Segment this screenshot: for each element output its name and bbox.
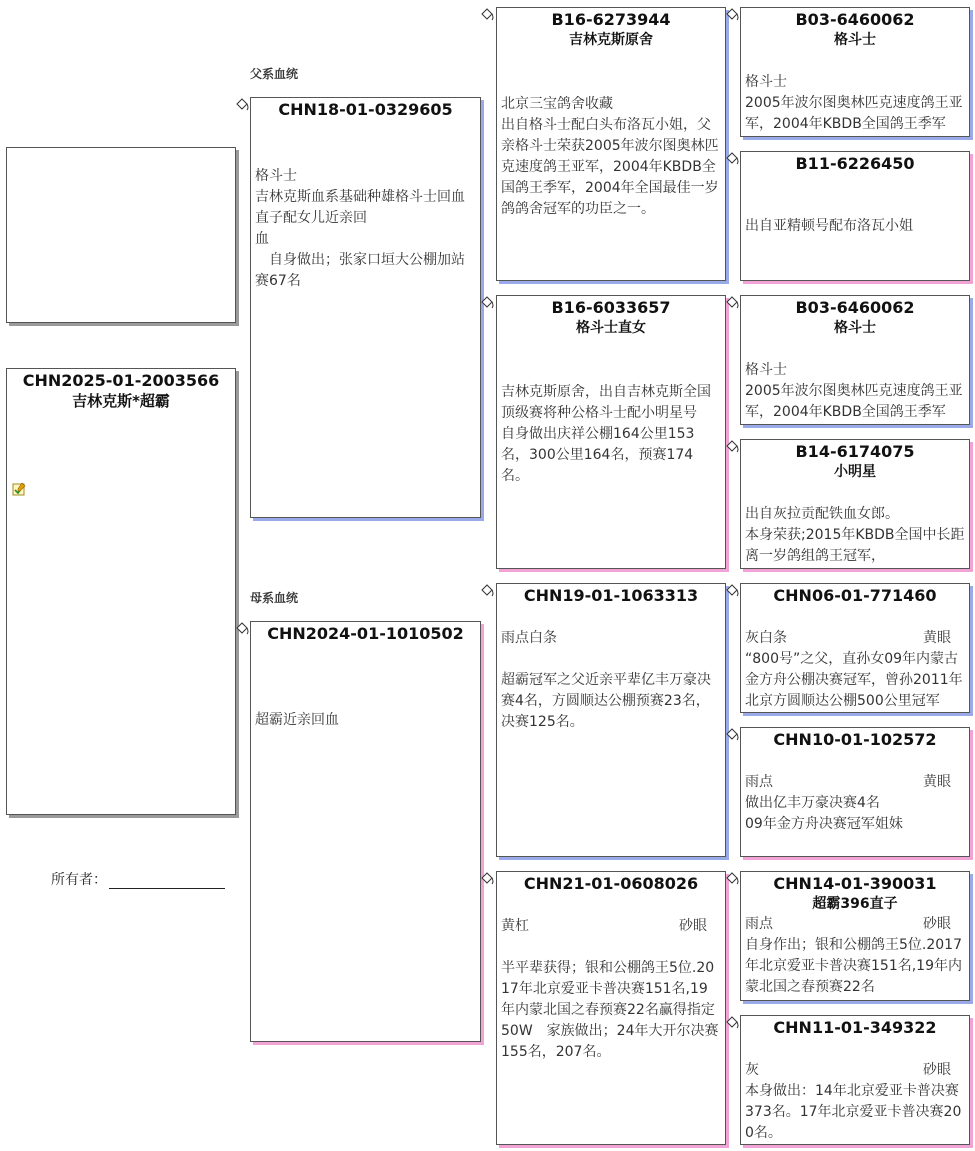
ssd-card[interactable] (740, 151, 970, 281)
dds-color: 雨点 (745, 916, 773, 932)
sss-note-1: 格斗士 (745, 74, 787, 90)
sd-note-2: 自身做出庆祥公棚164公里153名，300公里164名，预赛174名。 (501, 426, 695, 484)
sd-name: 格斗士直女 (576, 320, 646, 336)
dsd-note-1: 做出亿丰万豪决赛4名 (745, 795, 880, 811)
dsd-card[interactable] (740, 727, 970, 857)
dss-note-1: “800号”之父，直孙女09年内蒙古金方舟公棚决赛冠军，曾孙2011年北京方圆顺达公棚500公里冠军 (745, 651, 963, 709)
paint-bucket-icon[interactable] (480, 872, 494, 886)
dds-card[interactable] (740, 871, 970, 1001)
dss-color-eye-row (741, 628, 969, 649)
sdd-note-2: 本身荣获;2015年KBDB全国中长距离一岁鸽组鸽王冠军， (745, 527, 965, 564)
sire-line-label: 父系血统 (250, 67, 299, 81)
paint-bucket-icon[interactable] (725, 728, 739, 742)
ss-card[interactable] (496, 7, 726, 281)
paint-bucket-icon[interactable] (725, 296, 739, 310)
paint-bucket-icon[interactable] (725, 440, 739, 454)
sss-name: 格斗士 (834, 32, 876, 48)
dsd-eye: 黄眼 (923, 774, 951, 790)
ddd-note-1: 本身做出：14年北京爱亚卡普决赛373名。17年北京爱亚卡普决赛200名。 (745, 1083, 962, 1141)
paint-bucket-icon[interactable] (480, 584, 494, 598)
dd-card[interactable] (496, 871, 726, 1145)
owner-field[interactable] (51, 869, 225, 889)
sss-ring: B03-6460062 (795, 10, 915, 29)
ddd-card[interactable] (740, 1015, 970, 1145)
sire-note-1: 格斗士 (255, 168, 297, 184)
ss-note-2: 出自格斗士配白头布洛瓦小姐，父亲格斗士荣获2005年波尔图奥林匹克速度鸽王亚军，2004年KBDB全国鸽王季军，2004年全国最佳一岁鸽鸽舍冠军的功臣之一。 (501, 117, 719, 217)
dsd-note-2: 09年金方舟决赛冠军姐妹 (745, 816, 903, 832)
ddd-ring: CHN11-01-349322 (773, 1018, 937, 1037)
dam-note-1: 超霸近亲回血 (255, 712, 339, 728)
ds-card[interactable] (496, 583, 726, 857)
dss-ring: CHN06-01-771460 (773, 586, 937, 605)
dd-ring: CHN21-01-0608026 (523, 874, 699, 893)
dd-eye: 砂眼 (679, 918, 707, 934)
ss-ring: B16-6273944 (551, 10, 671, 29)
dds-note-1: 自身作出；银和公棚鸽王5位.2017年北京爱亚卡普决赛151名,19年内蒙北国之春预赛22名 (745, 937, 962, 995)
sdd-ring: B14-6174075 (795, 442, 915, 461)
sd-note-1: 吉林克斯原舍，出自吉林克斯全国顶级赛将种公格斗士配小明星号 (501, 384, 711, 421)
ddd-eye: 砂眼 (923, 1062, 951, 1078)
sire-note-2: 吉林克斯血系基础种雄格斗士回血直子配女儿近亲回 (255, 189, 465, 226)
sdd-note-1: 出自灰拉贡配铁血女郎。 (745, 506, 899, 522)
ds-ring: CHN19-01-1063313 (523, 586, 699, 605)
dds-name: 超霸396直子 (812, 896, 898, 912)
subject-name: 吉林克斯*超霸 (72, 392, 170, 410)
dss-color: 灰白条 (745, 630, 787, 646)
owner-line[interactable] (109, 874, 225, 889)
ddd-color-eye-row (741, 1060, 969, 1081)
paint-bucket-icon[interactable] (725, 8, 739, 22)
ss-note-1: 北京三宝鸽舍收藏 (501, 96, 613, 112)
paint-bucket-icon[interactable] (725, 152, 739, 166)
sds-note-2: 2005年波尔图奥林匹克速度鸽王亚军，2004年KBDB全国鸽王季军 (745, 383, 963, 420)
dsd-ring: CHN10-01-102572 (773, 730, 937, 749)
dsd-color-eye-row (741, 772, 969, 793)
sds-note-1: 格斗士 (745, 362, 787, 378)
paint-bucket-icon[interactable] (235, 622, 249, 636)
dss-card[interactable] (740, 583, 970, 713)
paint-bucket-icon[interactable] (725, 1016, 739, 1030)
dd-color-eye-row (497, 916, 725, 937)
sdd-name: 小明星 (834, 464, 876, 480)
ds-note-1: 雨点白条 (501, 630, 557, 646)
dd-color: 黄杠 (501, 918, 529, 934)
dds-ring: CHN14-01-390031 (773, 874, 937, 893)
sss-note-2: 2005年波尔图奥林匹克速度鸽王亚军，2004年KBDB全国鸽王季军 (745, 95, 963, 132)
sire-note-4: 自身做出；张家口垣大公棚加站赛67名 (255, 252, 465, 289)
sdd-card[interactable] (740, 439, 970, 569)
dam-ring: CHN2024-01-1010502 (267, 624, 464, 643)
sss-card[interactable] (740, 7, 970, 137)
owner-label: 所有者： (51, 872, 107, 888)
dam-line-label: 母系血统 (250, 591, 299, 605)
dd-note-1: 半平辈获得；银和公棚鸽王5位.2017年北京爱亚卡普决赛151名,19年内蒙北国之春预赛22名赢得指定50W 家族做出；24年大开尔决赛155名，207名。 (501, 960, 719, 1060)
sd-card[interactable] (496, 295, 726, 569)
ds-note-3: 超霸冠军之父近亲平辈亿丰万豪决赛4名，方圆顺达公棚预赛23名，决赛125名。 (501, 672, 711, 730)
ss-name: 吉林克斯原舍 (569, 32, 653, 48)
sds-ring: B03-6460062 (795, 298, 915, 317)
paint-bucket-icon[interactable] (480, 296, 494, 310)
paint-bucket-icon[interactable] (480, 8, 494, 22)
ssd-note-1: 出自亚精顿号配布洛瓦小姐 (745, 218, 913, 234)
sire-card[interactable] (250, 97, 481, 518)
dss-eye: 黄眼 (923, 630, 951, 646)
dsd-color: 雨点 (745, 774, 773, 790)
sire-ring: CHN18-01-0329605 (278, 100, 453, 119)
subject-ring: CHN2025-01-2003566 (22, 371, 220, 390)
sire-note-3: 血 (255, 231, 269, 247)
dds-color-eye-row (741, 914, 969, 935)
ds-note-2 (497, 649, 725, 670)
sds-name: 格斗士 (834, 320, 876, 336)
dds-eye: 砂眼 (923, 916, 951, 932)
ddd-color: 灰 (745, 1062, 759, 1078)
dam-card[interactable] (250, 621, 481, 1042)
subject-card[interactable] (6, 368, 236, 815)
photo-frame (6, 147, 236, 323)
paint-bucket-icon[interactable] (235, 98, 249, 112)
sds-card[interactable] (740, 295, 970, 425)
sd-ring: B16-6033657 (551, 298, 671, 317)
ssd-ring: B11-6226450 (795, 154, 915, 173)
paint-bucket-icon[interactable] (725, 872, 739, 886)
edit-note-icon[interactable] (12, 482, 26, 496)
paint-bucket-icon[interactable] (725, 584, 739, 598)
